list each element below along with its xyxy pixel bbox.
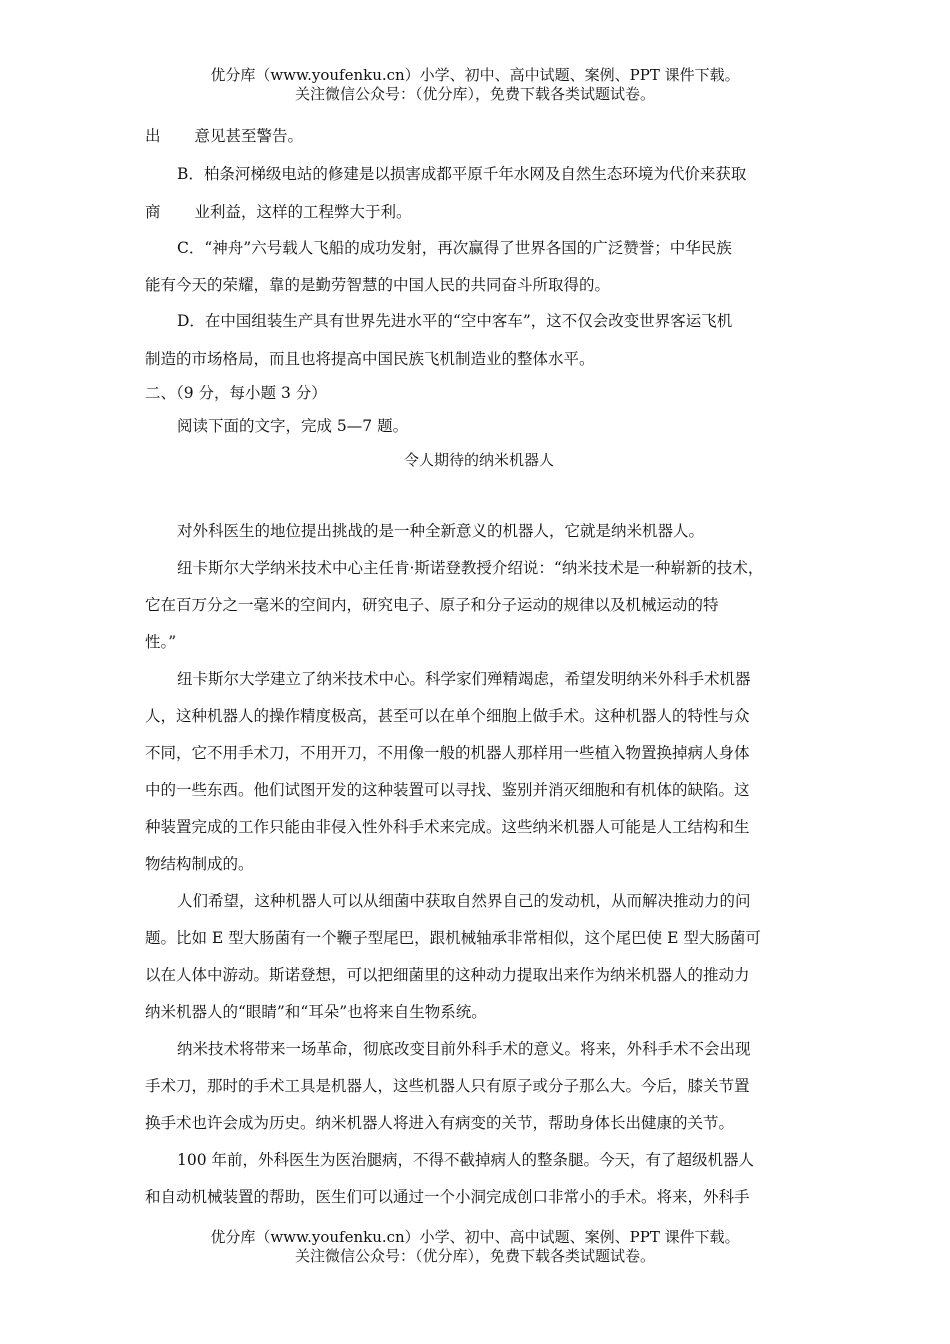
paragraph-4-line-2: 题。比如 E 型大肠菌有一个鞭子型尾巴，跟机械轴承非常相似，这个尾巴使 E 型大肠菌可 — [145, 929, 761, 947]
paragraph-4-line-3: 以在人体中游动。斯诺登想，可以把细菌里的这种动力提取出来作为纳米机器人的推动力 — [145, 966, 750, 984]
section-2-heading: 二、（9 分，每小题 3 分） — [145, 384, 327, 402]
footer-line-1: 优分库（www.youfenku.cn）小学、初中、高中试题、案例、PPT 课件下载。 — [210, 1228, 740, 1246]
option-b-line-2-part-2: 业利益，这样的工程弊大于利。 — [194, 203, 412, 221]
option-b-line-2-part-1: 商 — [145, 203, 161, 221]
page-footer — [0, 1228, 950, 1266]
option-c-line-1: C．“神舟”六号载人飞船的成功发射，再次赢得了世界各国的广泛赞誉；中华民族 — [177, 239, 732, 257]
article-title: 令人期待的纳米机器人 — [403, 451, 554, 469]
paragraph-6-line-1: 100 年前，外科医生为医治腿病，不得不截掉病人的整条腿。今天，有了超级机器人 — [177, 1151, 755, 1169]
article-body — [145, 521, 813, 1207]
option-b-line-2 — [145, 202, 813, 222]
paragraph-3-line-5: 种装置完成的工作只能由非侵入性外科手术来完成。这些纳米机器人可能是人工结构和生 — [145, 818, 750, 836]
paragraph-2-line-3: 性。” — [145, 633, 177, 651]
paragraph-3-line-6: 物结构制成的。 — [145, 855, 254, 873]
paragraph-5-line-3: 换手术也许会成为历史。纳米机器人将进入有病变的关节，帮助身体长出健康的关节。 — [145, 1114, 735, 1132]
paragraph-3-line-4: 中的一些东西。他们试图开发的这种装置可以寻找、鉴别并消灭细胞和有机体的缺陷。这 — [145, 781, 750, 799]
option-b-line-1: B．柏条河梯级电站的修建是以损害成都平原千年水网及自然生态环境为代价来获取 — [177, 165, 747, 183]
header-line-1: 优分库（www.youfenku.cn）小学、初中、高中试题、案例、PPT 课件下载。 — [210, 66, 740, 84]
paragraph-6-line-2: 和自动机械装置的帮助，医生们可以通过一个小洞完成创口非常小的手术。将来，外科手 — [145, 1188, 750, 1206]
paragraph-3-line-2: 人，这种机器人的操作精度极高，甚至可以在单个细胞上做手术。这种机器人的特性与众 — [145, 707, 750, 725]
paragraph-4-line-4: 纳米机器人的“眼睛”和“耳朵”也将来自生物系统。 — [145, 1003, 487, 1021]
paragraph-5-line-2: 手术刀，那时的手术工具是机器人，这些机器人只有原子或分子那么大。今后，膝关节置 — [145, 1077, 750, 1095]
option-d-line-2: 制造的市场格局，而且也将提高中国民族飞机制造业的整体水平。 — [145, 350, 595, 368]
footer-line-2: 关注微信公众号：（优分库），免费下载各类试题试卷。 — [294, 1247, 655, 1265]
paragraph-3-line-3: 不同，它不用手术刀，不用开刀，不用像一般的机器人那样用一些植入物置换掉病人身体 — [145, 744, 750, 762]
page-header — [0, 66, 950, 104]
paragraph-2-line-2: 它在百万分之一毫米的空间内，研究电子、原子和分子运动的规律以及机械运动的特 — [145, 596, 719, 614]
paragraph-2-line-1: 纽卡斯尔大学纳米技术中心主任肯·斯诺登教授介绍说：“纳米技术是一种崭新的技术， — [177, 559, 764, 577]
paragraph-5-line-1: 纳米技术将带来一场革命，彻底改变目前外科手术的意义。将来，外科手术不会出现 — [177, 1040, 751, 1058]
option-d-line-1: D．在中国组装生产具有世界先进水平的“空中客车”，这不仅会改变世界客运飞机 — [177, 312, 733, 330]
option-a-tail-part-2: 意见甚至警告。 — [194, 127, 304, 145]
option-c-line-2: 能有今天的荣耀，靠的是勤劳智慧的中国人民的共同奋斗所取得的。 — [145, 276, 611, 294]
paragraph-4-line-1: 人们希望，这种机器人可以从细菌中获取自然界自己的发动机，从而解决推动力的问 — [177, 892, 751, 910]
section-2-instruction: 阅读下面的文字，完成 5—7 题。 — [177, 417, 409, 435]
option-a-tail — [145, 126, 813, 146]
header-line-2: 关注微信公众号：（优分库），免费下载各类试题试卷。 — [294, 85, 655, 103]
paragraph-3-line-1: 纽卡斯尔大学建立了纳米技术中心。科学家们殚精竭虑，希望发明纳米外科手术机器 — [177, 670, 751, 688]
paragraph-1: 对外科医生的地位提出挑战的是一种全新意义的机器人，它就是纳米机器人。 — [177, 522, 705, 540]
option-a-tail-part-1: 出 — [145, 127, 161, 145]
question-4-options — [145, 126, 813, 369]
document-body — [145, 124, 813, 1207]
